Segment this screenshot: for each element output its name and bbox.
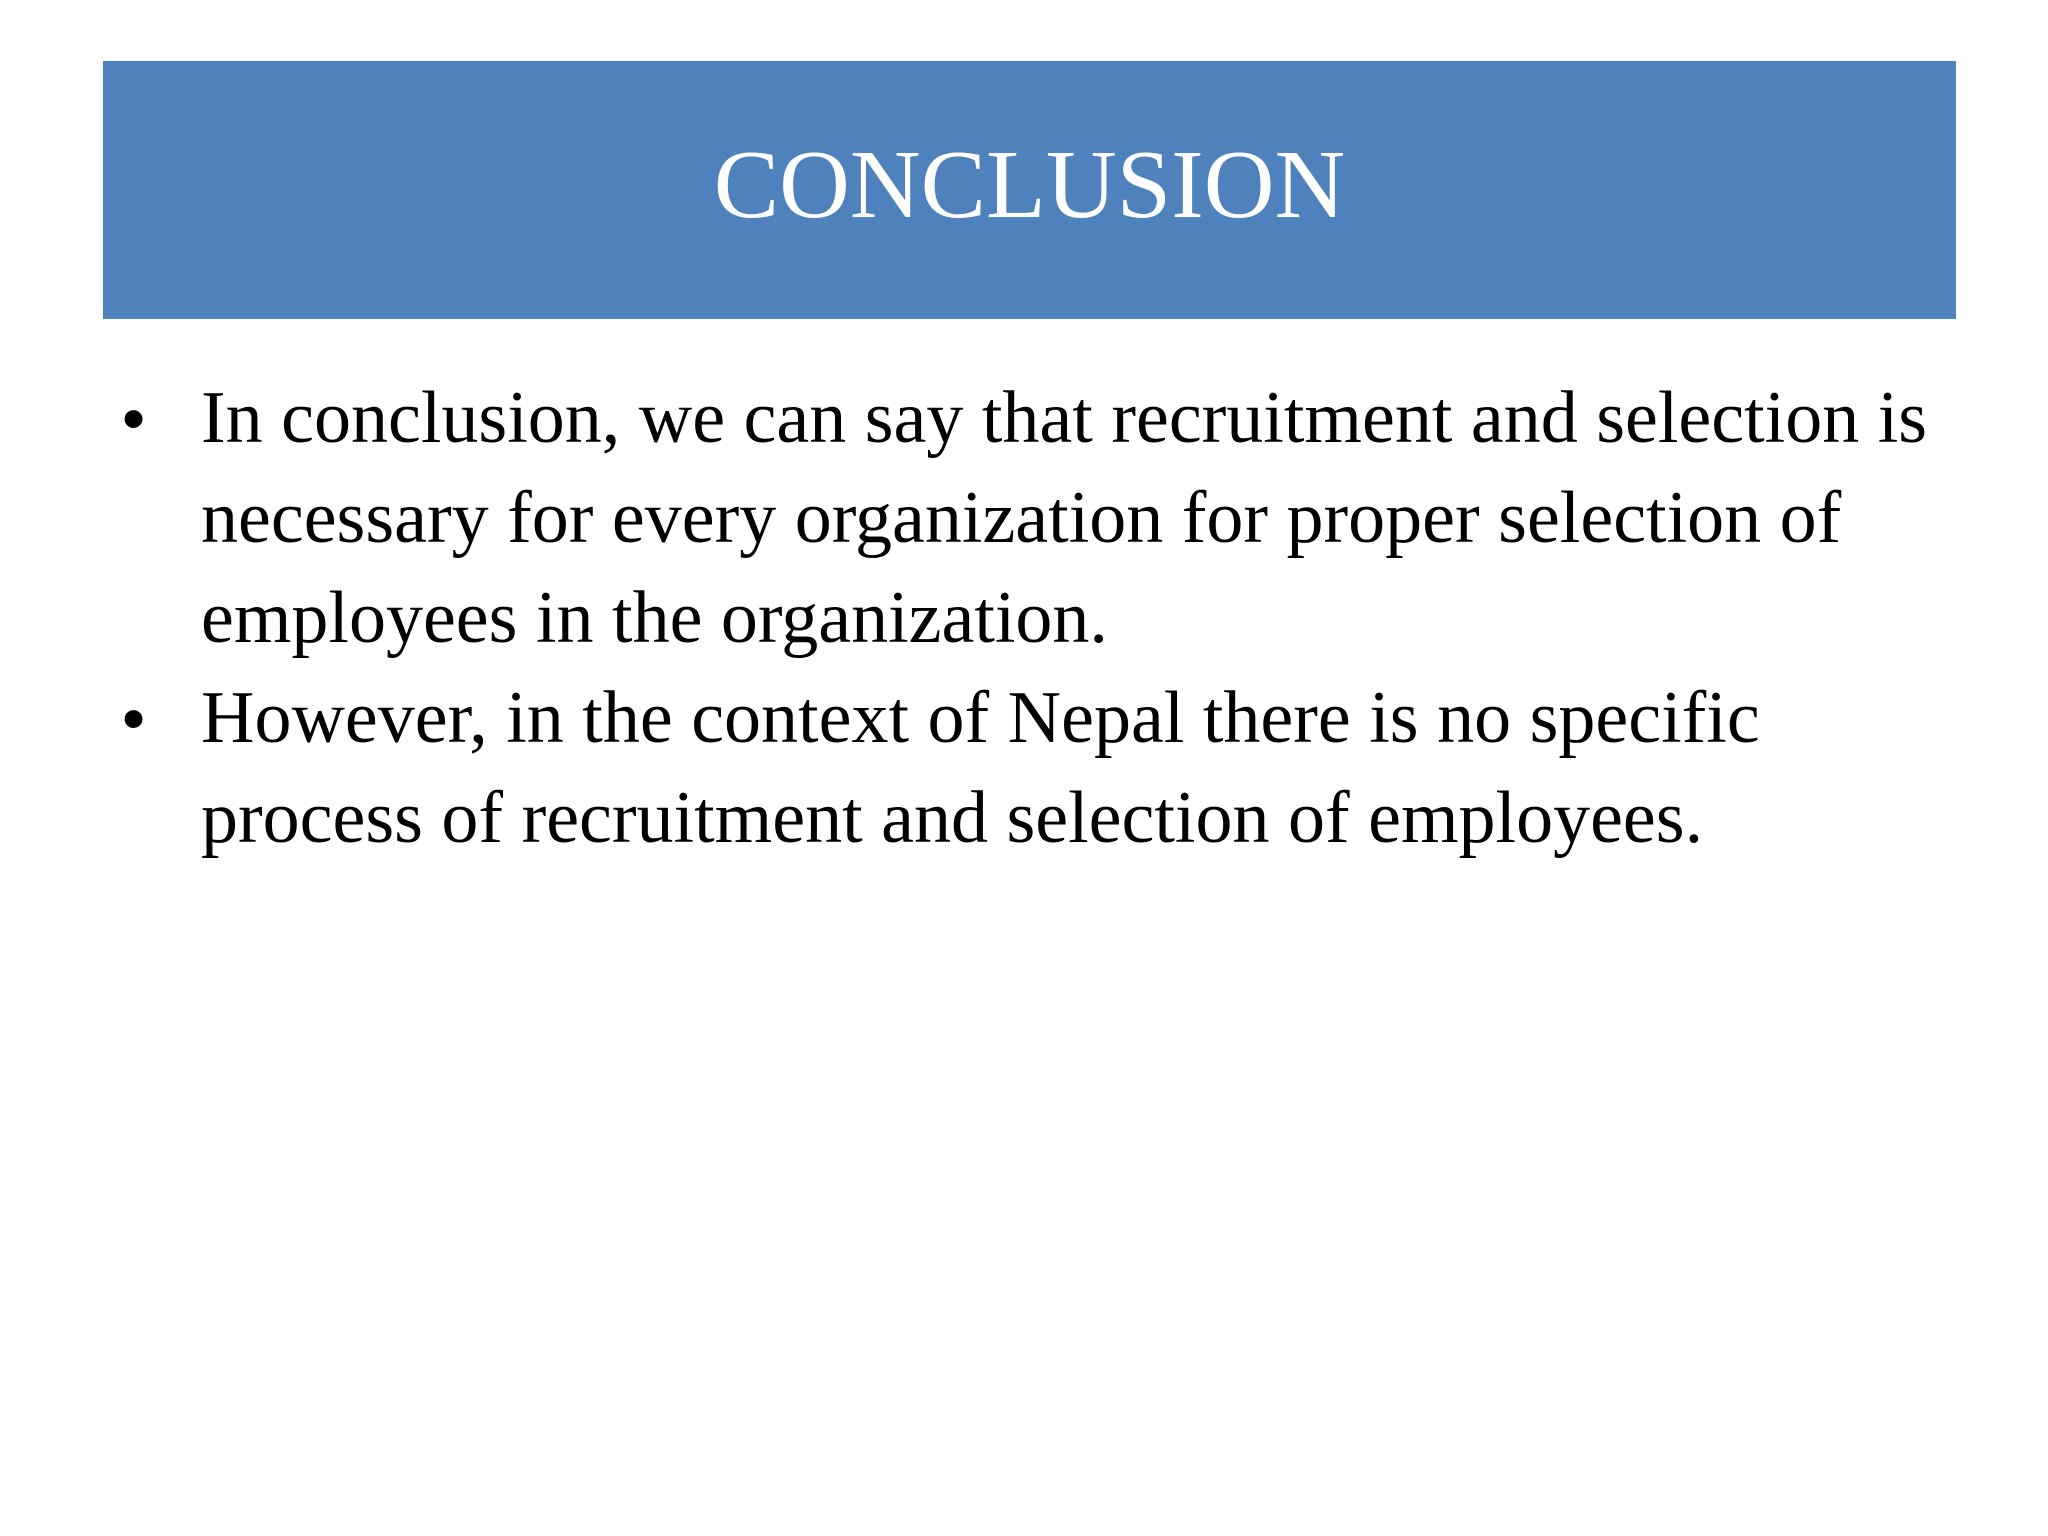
slide-content [118,368,1948,868]
bullet-item [118,368,1948,668]
bullet-list [118,368,1948,868]
slide-title: CONCLUSION [713,131,1346,239]
title-bar [103,61,1956,319]
bullet-icon: • [122,381,146,455]
bullet-icon: • [122,681,146,755]
bullet-item [118,668,1948,868]
bullet-text: However, in the context of Nepal there is no specific process of recruitment and selection of employees. [201,677,1760,859]
bullet-text: In conclusion, we can say that recruitment and selection is necessary for every organization for proper selection of employees in the organization. [201,377,1928,659]
